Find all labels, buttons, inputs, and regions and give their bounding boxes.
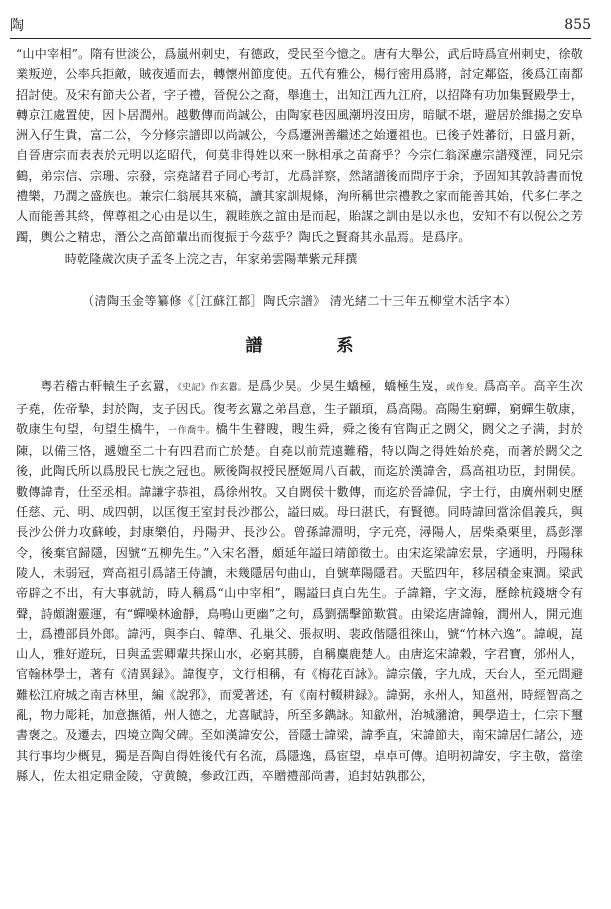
genealogy-paragraph [16, 376, 583, 786]
preface-signature: 時乾隆歲次庚子孟冬上浣之吉，年家弟雲陽華紫元拜撰 [64, 251, 358, 266]
header-surname: 陶 [10, 18, 24, 34]
preface-text: “山中宰相”。隋有世淡公，爲嵐州刺史，有德政，受民至今憶之。唐有大舉公，武后時爲宣州刺史，徐敬業叛逆，公率兵拒敵，賊夜遁而去，轉懷州節度使。五代有雅公，楊行密用爲將，討定鄰盜，後爲江南都招討使。及宋有節夫公者，字子禮，晉倪公之裔，舉進士，出知江西九江府，以招降有功加集賢殿學士，轉京江處置使，因卜居潤州。越數傳而尚誠公，由陶家巷因風潮坍沒田房，暗賦不堪，避居於維揚之安阜洲入仔生貴，富二公，今分修宗譜即以尚誠公，今爲遷洲善繼述之始遷祖也。已後子姓蕃衍，日盛月新，自晉唐宗而表表於元明以迄昭代，何莫非得姓以來一脉相承之苗裔乎？今宗仁翁深慮宗譜殘湮，同兄宗鶴，弟宗信、宗珊、宗發，宗堯諸君子同心考訂，尤爲詳察，然諸譜後而問序于余，予固知其敦詩書而悅禮樂，乃潤之盛族也。兼宗仁翁展其來稿，讀其家訓規條，洵所稱世宗禮教之家而能善其始，代多仁孝之人而能善其終，俾尊祖之心由是以生，親睦族之誼由是而起，貽謀之訓由是以永也，安知不有以倪公之芳躅，輿公之精忠，潛公之高節輩出而復振于今茲乎？陶氏之賢裔其永晶焉。是爲序。 [16, 47, 583, 244]
inline-note-2: 或作夋。 [446, 383, 484, 394]
genealogy-text-2: 是爲少昊。少昊生蟜極，蟜極生岌， [247, 379, 447, 394]
genealogy-text-4: 橋牛生瞽瞍，瞍生舜，舜之後有官陶正之閼父，閼父之子满，封於陳，以備三恪，遞嬗至二十有四君而亡於楚。自堯以前荒遠難稽，特以陶之得姓始於堯，而著於閼父之後，此陶氏所以爲殷民七族之冠也。厥後陶叔授民歷姬周八百載，而迄於漢諱舍，爲高祖功臣，封開侯。數傳諱青，仕至丞相。諱謙字恭祖，爲徐州牧。又自閼侯十數傳，而迄於晉諱侃，字士行，由廣州刺史歷任慈、元、明、成四朝，以匡復王室封長沙郡公，謚曰威。母曰湛氏，有賢德。同時諱回當涂倡義兵，與長沙公併力攻蘇峻，封康樂伯，丹陽尹、長沙公。曾孫諱淵明，字元亮，潯陽人，居柴桑栗里，爲彭澤令，後棄官歸隱，因號“五柳先生。”入宋名潛，頗延年謚曰靖節徵士。由宋迄梁諱宏景，字通明，丹陽秣陵人，未弱冠，齊高祖引爲諸王侍讀，未幾隱居句曲山，自號華陽隱君。天監四年，移居積金東澗。梁武帝辟之不出，有大事就訪，時人稱爲“山中宰相”，賜謚曰貞白先生。子諱籍，字文海，歷餘杭錢塘令有聲，詩頗謝靈運，有“蟬噪林逾靜，鳥鳴山更幽”之句，爲劉孺擊節歎賞。由梁迄唐諱翰，潤州人，開元進士，爲禮部員外郎。諱沔，與李白、韓準、孔巢父、張叔明、裴政偕隱徂徠山，號“竹林六逸”。諱峴，崑山人，雅好遊玩，日與孟雲卿輩共探山水，必窮其勝，自稱麋鹿楚人。由唐迄宋諱穀，字君寶，邠州人，官翰林學士，著有《清異録》。諱復亨，文行相稱，有《梅花百詠》。諱宗儀，字九成，天台人，至元間避難松江府城之南吉林里，編《說郛》，而愛著述，有《南村輟耕録》。諱弼，永州人，知邕州，時經智高之亂，物力彫耗，加意撫循，州人德之，尤喜賦詩，所至多鐫詠。知歙州，治城瀦滄，興學造士，仁宗下璽書褒之。及遷去，四境立陶父碑。至如漢諱安公，晉隱士諱梁，諱季直，宋諱節夫，南宋諱居仁諸公，迹其行事均少概見，獨是吾陶自得姓後代有名流，爲隱逸，爲宦望，卓卓可傳。追明初諱安，字主敬，當塗縣人，佐太祖定鼎金陵，守黄饒，參政江西，卒贈禮部尚書，追封姑孰郡公， [16, 421, 583, 783]
header-rule [10, 38, 591, 39]
genealogy-text-1: 粤若稽古軒轅生子玄囂， [40, 379, 178, 394]
page-header [10, 14, 591, 36]
genealogy-text-3: 爲高辛。高辛生次子堯，佐帝摯，封於陶，支子因氏。復考玄囂之弟昌意，生子顓頊，爲高陽。高陽生窮蟬，窮蟬生敬康，敬康生句望，句望生橋牛， [16, 379, 583, 436]
page-content [16, 44, 583, 901]
page-number: 855 [564, 17, 591, 33]
inline-note-1: 《史記》作玄囂。 [177, 383, 248, 394]
source-note: （清陶玉金等纂修《［江蘇江都］陶氏宗譜》 清光緒二十三年五柳堂木活字本） [81, 294, 518, 309]
section-title: 譜 系 [245, 336, 388, 357]
inline-note-3: 一作喬牛。 [168, 425, 216, 436]
